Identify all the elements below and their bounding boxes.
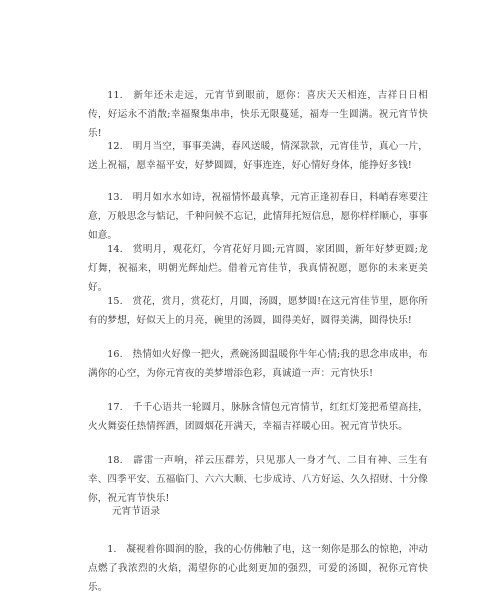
paragraph-13: 13. 明月如水水如诗，祝福情怀最真挚，元宵正逢初春日，料峭春寒要注意，万般思念与惦记，千种问候不忘记，此情拜托短信息，愿你样样顺心，事事如意。 <box>88 192 428 241</box>
paragraph-15: 15. 赏花，赏月，赏花灯，月圆，汤圆，愿梦圆!在这元宵佳节里，愿你所有的梦想，好似天上的月亮，碗里的汤圆，圆得美好，圆得美满，圆得快乐! <box>88 296 428 326</box>
section-heading: 元宵节语录 <box>112 506 160 517</box>
paragraph-16: 16. 热情如火好像一把火，煮碗汤圆温暖你牛年心情;我的思念串成串，布满你的心空，为你元宵夜的美梦增添色彩，真诚道一声：元宵快乐! <box>88 349 428 379</box>
paragraph-1: 1. 凝视着你圆润的脸，我的心仿佛触了电，这一刻你是那么的惊艳，冲动点燃了我浓烈的火焰，渴望你的心此刻更加的强烈，可爱的汤圆，祝你元宵快乐。 <box>88 544 428 593</box>
paragraph-18: 18. 霹雷一声响，祥云压群芳，只见那人一身才气、二目有神、三生有幸、四季平安、五福临门、六六大顺、七步成诗、八方好运、久久招财、十分像你，祝元宵节快乐! <box>88 455 428 504</box>
paragraph-14: 14. 赏明月，观花灯，今宵花好月圆;元宵圆，家团圆，新年好梦更圆;龙灯舞，祝福来，明朝光辉灿烂。借着元宵佳节，我真情祝愿，愿你的未来更美好。 <box>88 244 428 293</box>
paragraph-17: 17. 千千心语共一轮圆月，脉脉含情包元宵情节，红红灯笼把希望高挂，火火舞姿任热情挥洒，团圆烟花开满天，幸福吉祥暖心田。祝元宵节快乐。 <box>88 402 428 432</box>
paragraph-12: 12. 明月当空，事事美满，春风送暖，情深款款，元宵佳节，真心一片，送上祝福，愿幸福平安，好梦圆圆，好事连连，好心情好身体，能挣好多钱! <box>88 141 428 171</box>
paragraph-11: 11. 新年还未走远，元宵节到眼前，愿你：喜庆天天相连，吉祥日日相传，好运永不消散;幸福聚集串串，快乐无限蔓延，福寿一生圆满。祝元宵节快乐! <box>88 90 428 139</box>
